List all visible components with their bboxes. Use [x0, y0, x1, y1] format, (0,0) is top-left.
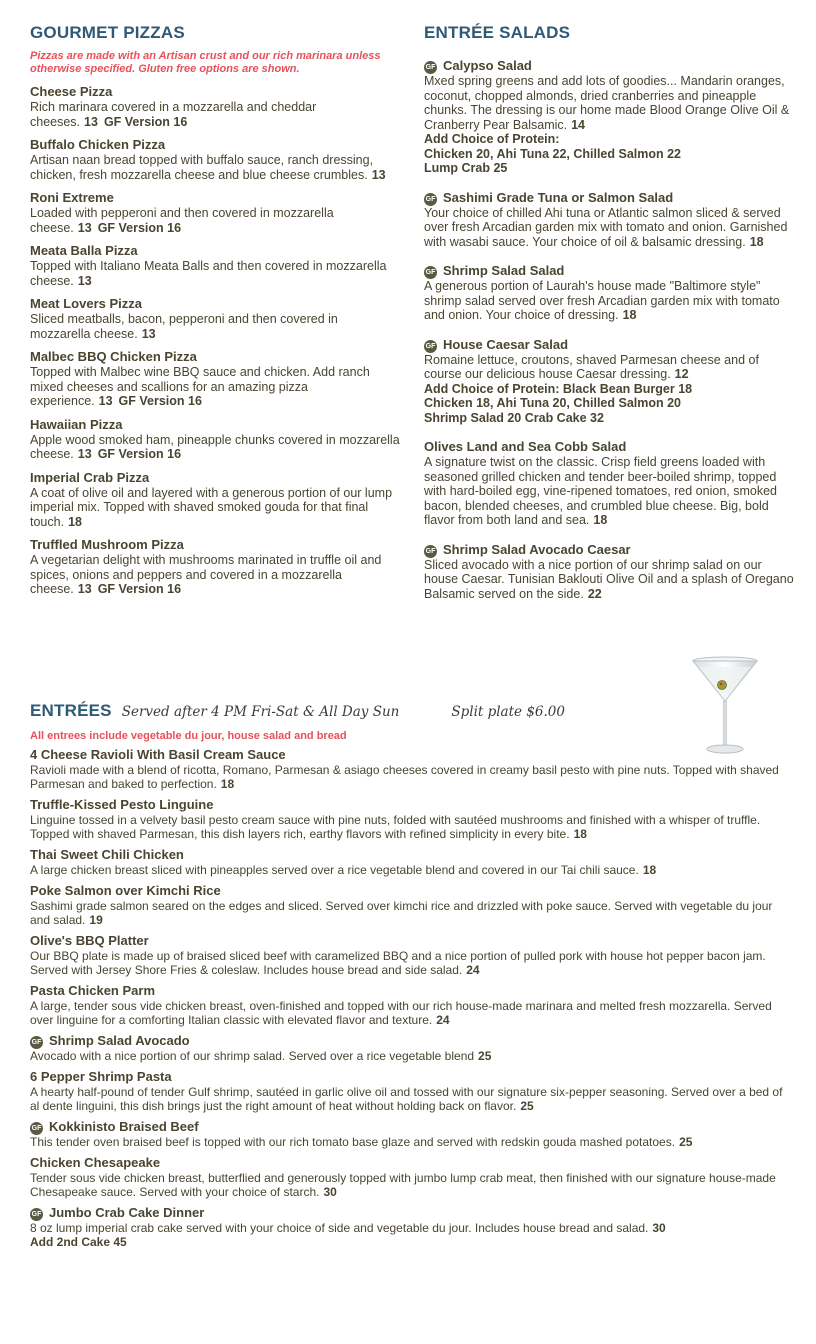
item-name: [30, 1205, 790, 1221]
menu-item: [424, 263, 796, 323]
item-price: 18: [622, 308, 637, 322]
item-desc: [424, 74, 796, 132]
item-desc-text: This tender oven braised beef is topped with our rich tomato base glaze and served with redskin gouda mashed potatoes.: [30, 1135, 676, 1149]
pizzas-section: [30, 22, 400, 597]
item-desc: [30, 100, 400, 129]
item-name-text: House Caesar Salad: [443, 336, 569, 352]
item-desc: [424, 558, 796, 602]
menu-item: [30, 1069, 790, 1113]
protein-options: Chicken 18, Ahi Tuna 20, Chilled Salmon 20: [424, 396, 682, 410]
protein-options: Chicken 20, Ahi Tuna 22, Chilled Salmon 22: [424, 146, 682, 161]
item-name-text: Jumbo Crab Cake Dinner: [49, 1205, 205, 1220]
gluten-free-icon: GF: [424, 61, 437, 74]
item-price: 13: [77, 582, 92, 596]
item-desc-text: Apple wood smoked ham, pineapple chunks covered in mozzarella cheese.: [30, 432, 400, 461]
item-desc: [30, 763, 790, 791]
item-desc-text: A signature twist on the classic. Crisp field greens loaded with seasoned grilled chicken and tender beer-boiled shrimp, topped with hard-boiled egg, vine-ripened tomatoes, red onion, smoked bacon, blended cheeses, and crumbled blue cheese. Big, bold flavor from both land and sea.: [424, 455, 777, 527]
item-name: Hawaiian Pizza: [30, 416, 123, 432]
item-name: Olive's BBQ Platter: [30, 933, 149, 948]
menu-item: [30, 190, 400, 235]
item-desc-text: Artisan naan bread topped with buffalo sauce, ranch dressing, chicken, fresh mozzarella cheese and blue cheese crumbles.: [30, 153, 374, 182]
item-desc-text: Sliced meatballs, bacon, pepperoni and then covered in mozzarella cheese.: [30, 312, 338, 341]
item-desc-text: Linguine tossed in a velvety basil pesto cream sauce with pine nuts, folded with sautéed mushrooms and finished with a whisper of truffle. Topped with shaved Parmesan, this dish layers rich, earthy flavors with refined simplicity in every bite.: [30, 813, 761, 841]
item-name-text: Kokkinisto Braised Beef: [49, 1119, 199, 1134]
item-gf-version: GF Version 16: [103, 114, 188, 129]
item-desc: [30, 553, 400, 597]
menu-item: [424, 542, 796, 602]
menu-item: [30, 1155, 790, 1199]
item-gf-version: GF Version 16: [97, 220, 182, 235]
item-name: [424, 263, 796, 279]
item-price: 12: [674, 367, 689, 381]
item-name: [424, 58, 796, 74]
item-desc: [30, 899, 790, 927]
menu-item: [424, 190, 796, 250]
item-desc: [30, 1221, 790, 1235]
item-name: [30, 1119, 790, 1135]
item-name-text: Shrimp Salad Avocado: [49, 1033, 190, 1048]
protein-options: Shrimp Salad 20 Crab Cake 32: [424, 410, 604, 425]
item-price: 24: [436, 1013, 450, 1027]
item-desc-text: A vegetarian delight with mushrooms marinated in truffle oil and spices, onions and peppers and covered in a mozzarella cheese.: [30, 553, 382, 596]
item-name-text: Calypso Salad: [443, 58, 532, 73]
salads-title: ENTRÉE SALADS: [424, 23, 571, 42]
item-desc: [30, 153, 400, 182]
menu-item: [30, 84, 400, 129]
item-desc-text: A generous portion of Laurah's house made "Baltimore style" shrimp salad served over fresh Arcadian garden mix with tomato and onion. Your choice of dressing.: [424, 279, 780, 322]
menu-item: [30, 883, 790, 927]
entrees-title: ENTRÉES: [30, 701, 112, 720]
item-desc: [30, 813, 790, 841]
item-name-text: Shrimp Salad Salad: [443, 263, 565, 278]
item-desc-text: Topped with Malbec wine BBQ sauce and chicken. Add ranch mixed cheeses and scallions for an amazing pizza experience.: [30, 365, 370, 408]
gluten-free-icon: GF: [30, 1122, 43, 1135]
item-name-text: Shrimp Salad Avocado Caesar: [443, 541, 631, 557]
item-name: Buffalo Chicken Pizza: [30, 137, 166, 152]
item-desc-text: 8 oz lump imperial crab cake served with your choice of side and vegetable du jour. Includes house bread and salad.: [30, 1221, 649, 1235]
item-desc-text: Tender sous vide chicken breast, butterflied and generously topped with jumbo lump crab meat, then finished with our signature house-made Chesapeake sauce. Served with your choice of starch.: [30, 1171, 776, 1199]
menu-item: [30, 1033, 790, 1063]
item-desc: [30, 312, 400, 341]
menu-item: [30, 933, 790, 977]
item-name-text: Sashimi Grade Tuna or Salmon Salad: [443, 189, 674, 205]
item-desc: [30, 259, 400, 288]
item-price: 25: [520, 1099, 534, 1113]
item-desc-text: Your choice of chilled Ahi tuna or Atlantic salmon sliced & served over fresh Arcadian garden mix with tomato and onion. Garnished with wasabi sauce. Your choice of oil & balsamic dressing.: [424, 205, 788, 249]
gluten-free-icon: GF: [424, 340, 437, 353]
gluten-free-icon: GF: [424, 545, 437, 558]
item-desc-text: Our BBQ plate is made up of braised sliced beef with caramelized BBQ and a nice portion of pulled pork with house hot pepper bacon jam. Served with Jersey Shore Fries & coleslaw. Includes house bread and side salad.: [30, 949, 766, 977]
item-desc-text: Mxed spring greens and add lots of goodies... Mandarin oranges, coconut, chopped almonds, dried cranberries and pineapple chunks. The dressing is our home made Blood Orange Olive Oil & Cranberry Pear Balsamic.: [424, 74, 790, 132]
item-name: Meata Balla Pizza: [30, 243, 138, 258]
menu-item: [30, 243, 400, 288]
menu-item: [30, 1119, 790, 1149]
item-name: [30, 1033, 790, 1049]
item-desc-text: A large chicken breast sliced with pineapples served over a rice vegetable blend and covered in our Tai chili sauce.: [30, 863, 639, 877]
protein-options: Lump Crab 25: [424, 161, 508, 175]
item-price: 24: [466, 963, 480, 977]
item-price: 13: [141, 326, 156, 341]
item-desc: [30, 486, 400, 530]
item-name: Cheese Pizza: [30, 84, 113, 99]
item-name: 6 Pepper Shrimp Pasta: [30, 1069, 172, 1084]
item-name: Roni Extreme: [30, 190, 114, 205]
entrees-section: [30, 700, 790, 1249]
item-desc-text: Sashimi grade salmon seared on the edges and sliced. Served over kimchi rice and drizzled with poke sauce. Served with vegetable du jour and salad.: [30, 899, 773, 927]
menu-item: [424, 439, 796, 528]
menu-item: [30, 349, 400, 409]
menu-item: [30, 137, 400, 182]
menu-item: [30, 983, 790, 1027]
item-desc: [30, 999, 790, 1027]
item-desc: [30, 365, 400, 409]
item-name: Imperial Crab Pizza: [30, 469, 150, 485]
item-desc-text: Sliced avocado with a nice portion of our shrimp salad on our house Caesar. Tunisian Baklouti Olive Oil and a splash of Oregano Balsamic served on the side.: [424, 557, 794, 601]
item-desc: [424, 279, 796, 323]
item-price: 18: [642, 863, 657, 877]
item-price: 13: [98, 394, 113, 408]
item-price: 22: [587, 586, 602, 601]
item-name: [424, 542, 796, 558]
item-desc: [30, 433, 400, 462]
gluten-free-icon: GF: [424, 193, 437, 206]
salads-section: [424, 22, 796, 601]
item-price: 14: [571, 117, 586, 132]
item-desc-text: Avocado with a nice portion of our shrimp salad. Served over a rice vegetable blend: [30, 1049, 475, 1063]
item-price: 18: [593, 513, 608, 527]
item-gf-version: GF Version 16: [97, 447, 182, 461]
protein-options: Add Choice of Protein:: [424, 132, 560, 146]
item-desc: [30, 949, 790, 977]
gluten-free-icon: GF: [30, 1036, 43, 1049]
menu-item: [30, 537, 400, 597]
menu-item: [30, 847, 790, 877]
menu-item: [30, 296, 400, 341]
item-name: Meat Lovers Pizza: [30, 296, 142, 311]
item-price: 18: [749, 234, 764, 249]
item-desc: [30, 1049, 790, 1063]
menu-item: [30, 417, 400, 462]
menu-item: [30, 747, 790, 791]
item-desc-text: Romaine lettuce, croutons, shaved Parmesan cheese and of course our delicious house Caesar dressing.: [424, 352, 759, 381]
menu-item: [30, 1205, 790, 1249]
item-desc: [424, 206, 796, 250]
item-desc: [30, 1171, 790, 1199]
add-on-option: Add 2nd Cake 45: [30, 1235, 127, 1249]
item-name: [424, 190, 796, 206]
item-price: 30: [652, 1221, 666, 1235]
item-name: Poke Salmon over Kimchi Rice: [30, 883, 221, 898]
item-price: 30: [323, 1185, 337, 1199]
item-price: 25: [478, 1049, 492, 1063]
gluten-free-icon: GF: [30, 1208, 43, 1221]
item-desc-text: A large, tender sous vide chicken breast, oven-finished and topped with our rich house-made marinara and melted fresh mozzarella. Served over linguine for a comforting Italian classic with elevated flavor and texture.: [30, 999, 772, 1027]
item-desc: [424, 353, 796, 382]
menu-item: [424, 58, 796, 176]
item-name: Thai Sweet Chili Chicken: [30, 847, 184, 862]
protein-options: Add Choice of Protein: Black Bean Burger 18: [424, 381, 693, 396]
item-name: Chicken Chesapeake: [30, 1155, 161, 1170]
item-name: 4 Cheese Ravioli With Basil Cream Sauce: [30, 747, 286, 762]
item-price: 25: [679, 1135, 693, 1149]
item-desc-text: A coat of olive oil and layered with a generous portion of our lump imperial mix. Topped with shaved smoked gouda for that final touch.: [30, 485, 393, 529]
item-name: Truffled Mushroom Pizza: [30, 537, 184, 552]
item-name: Olives Land and Sea Cobb Salad: [424, 439, 627, 454]
item-price: 19: [89, 913, 103, 927]
pizzas-intro: Pizzas are made with an Artisan crust and our rich marinara unless otherwise specified. Gluten free options are shown.: [30, 50, 381, 75]
item-desc-text: A hearty half-pound of tender Gulf shrimp, sautéed in garlic olive oil and tossed with our signature six-pepper seasoning. Served over a bed of al dente linguini, this dish brings just the right amount of heat without holding back on flavor.: [30, 1085, 783, 1113]
entrees-header: [30, 700, 790, 722]
item-price: 13: [84, 114, 98, 129]
gluten-free-icon: GF: [424, 266, 437, 279]
item-price: 18: [573, 827, 587, 841]
item-desc: [30, 206, 400, 235]
item-price: 18: [220, 777, 235, 791]
item-price: 13: [77, 447, 92, 461]
item-gf-version: GF Version 16: [97, 582, 182, 596]
item-desc-text: Ravioli made with a blend of ricotta, Romano, Parmesan & asiago cheeses covered in creamy basil pesto with pine nuts. Topped with shaved Parmesan and baked to perfection.: [30, 763, 779, 791]
entrees-subtitle: Served after 4 PM Fri-Sat & All Day Sun: [121, 704, 400, 720]
item-name: [424, 337, 796, 353]
item-desc: [30, 1135, 790, 1149]
item-desc: [30, 1085, 790, 1113]
menu-item: [30, 470, 400, 530]
item-name: Pasta Chicken Parm: [30, 983, 156, 998]
split-plate-note: Split plate $6.00: [451, 704, 565, 720]
menu-item: [424, 337, 796, 426]
item-desc: [30, 863, 790, 877]
item-gf-version: GF Version 16: [118, 394, 202, 408]
pizzas-title: GOURMET PIZZAS: [30, 23, 185, 42]
menu-item: [30, 797, 790, 841]
item-name: Truffle-Kissed Pesto Linguine: [30, 797, 214, 812]
item-price: 13: [77, 273, 92, 288]
item-desc-text: Rich marinara covered in a mozzarella and cheddar cheeses.: [30, 100, 317, 129]
item-price: 13: [77, 220, 92, 235]
item-price: 18: [68, 514, 82, 529]
item-desc-text: Topped with Italiano Meata Balls and then covered in mozzarella cheese.: [30, 259, 387, 288]
item-name: Malbec BBQ Chicken Pizza: [30, 349, 197, 364]
item-desc-text: Loaded with pepperoni and then covered in mozzarella cheese.: [30, 206, 334, 235]
item-price: 13: [371, 167, 386, 182]
item-desc: [424, 455, 796, 528]
entrees-intro: All entrees include vegetable du jour, house salad and bread: [30, 730, 347, 742]
